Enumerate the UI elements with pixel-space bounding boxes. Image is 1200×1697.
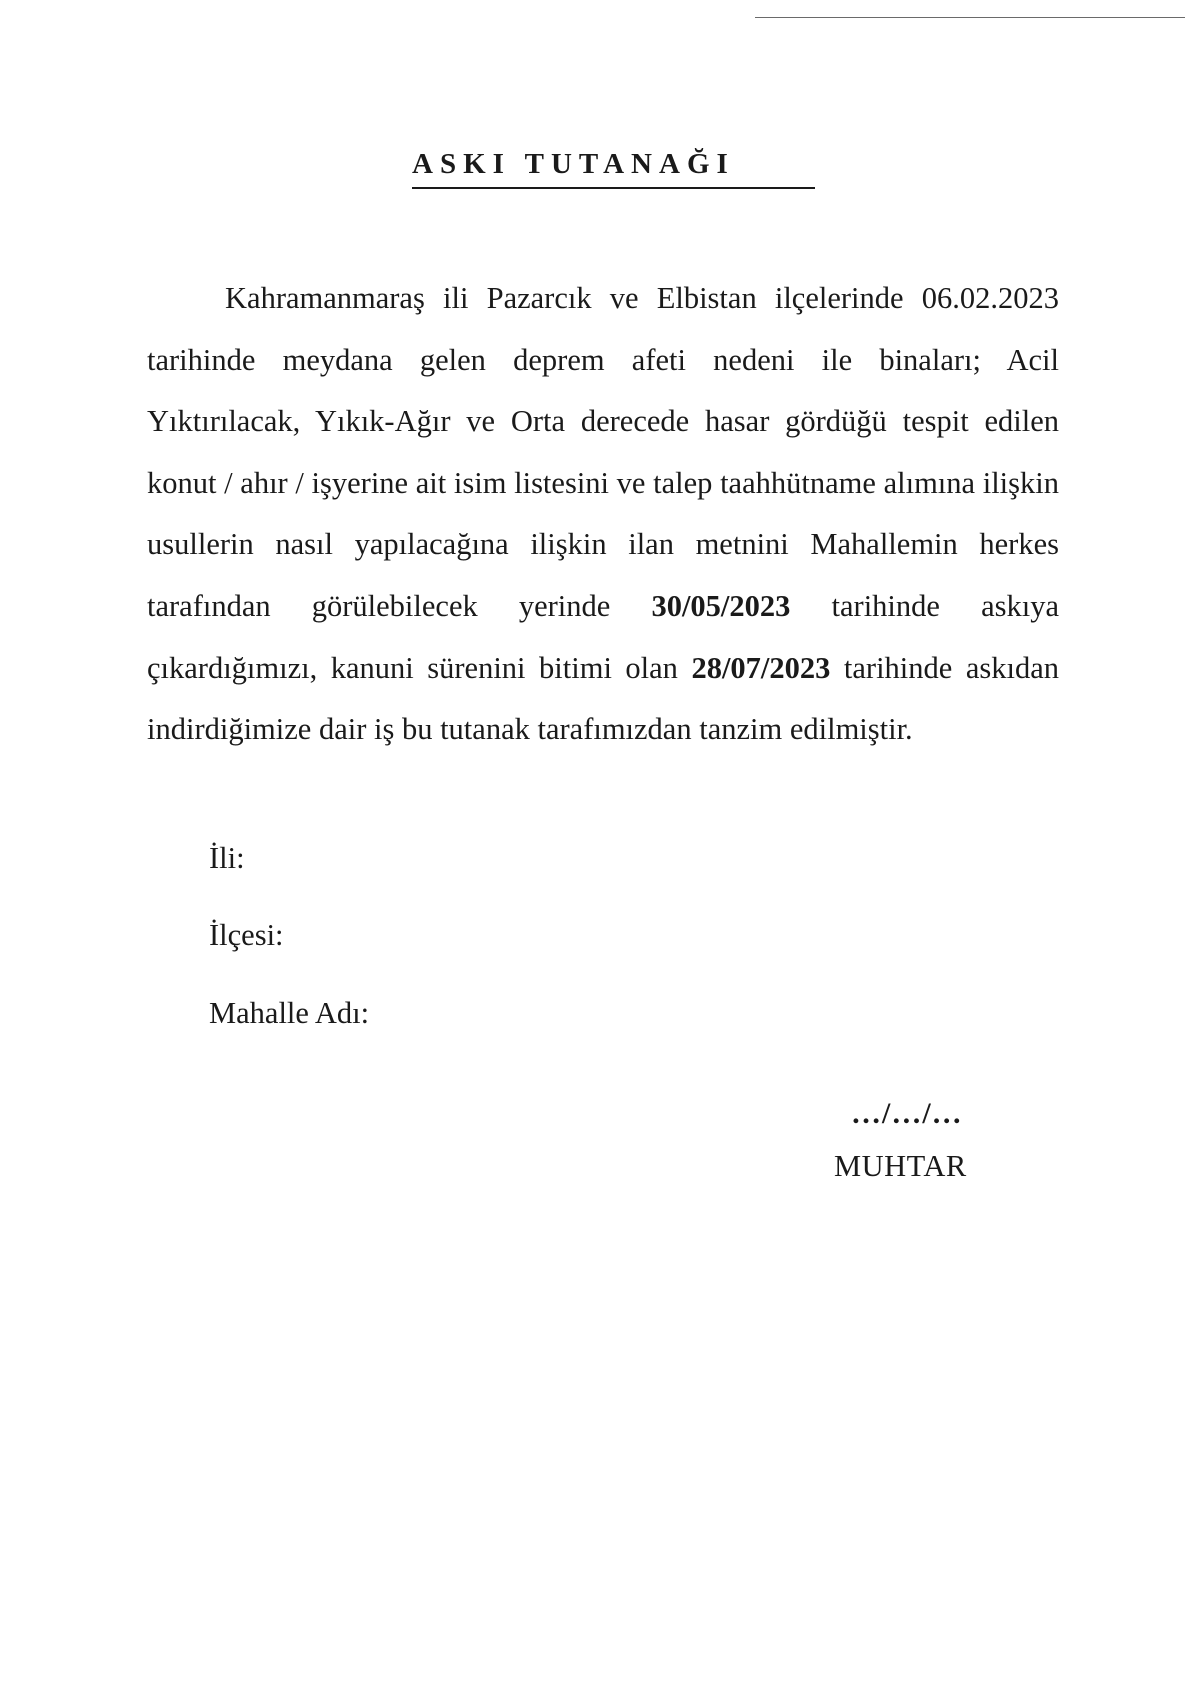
signature-date: …/…/… <box>851 1097 963 1130</box>
body-part-1: Kahramanmaraş ili Pazarcık ve Elbistan ilçelerinde 06.02.2023 tarihinde meydana gelen deprem afeti nedeni ile binaları; Acil Yıktırılacak, Yıkık-Ağır ve Orta derecede hasar gördüğü tespit edilen konut / ahır / işyerine ait isim listesini ve talep taahhütname alımına ilişkin usullerin nasıl yapılacağına ilişkin ilan metnini Mahallemin herkes tarafından görülebilecek yerinde <box>147 281 1059 623</box>
field-ilce-label: İlçesi: <box>209 918 284 952</box>
signature-title: MUHTAR <box>834 1149 967 1183</box>
removal-date: 28/07/2023 <box>691 650 831 685</box>
scan-edge-line <box>755 17 1185 18</box>
field-il-label: İli: <box>209 841 245 875</box>
title-underline <box>412 187 815 189</box>
document-body <box>147 268 1059 761</box>
body-part-2: tarihinde askıya çıkardığımızı, kanuni sürenini bitimi olan <box>147 588 1059 685</box>
document-title: ASKI TUTANAĞI <box>412 148 735 180</box>
field-mahalle-label: Mahalle Adı: <box>209 996 370 1030</box>
body-part-3: tarihinde askıdan indirdiğimize dair iş bu tutanak tarafımızdan tanzim edilmiştir. <box>147 650 1059 747</box>
posting-date: 30/05/2023 <box>651 588 791 623</box>
